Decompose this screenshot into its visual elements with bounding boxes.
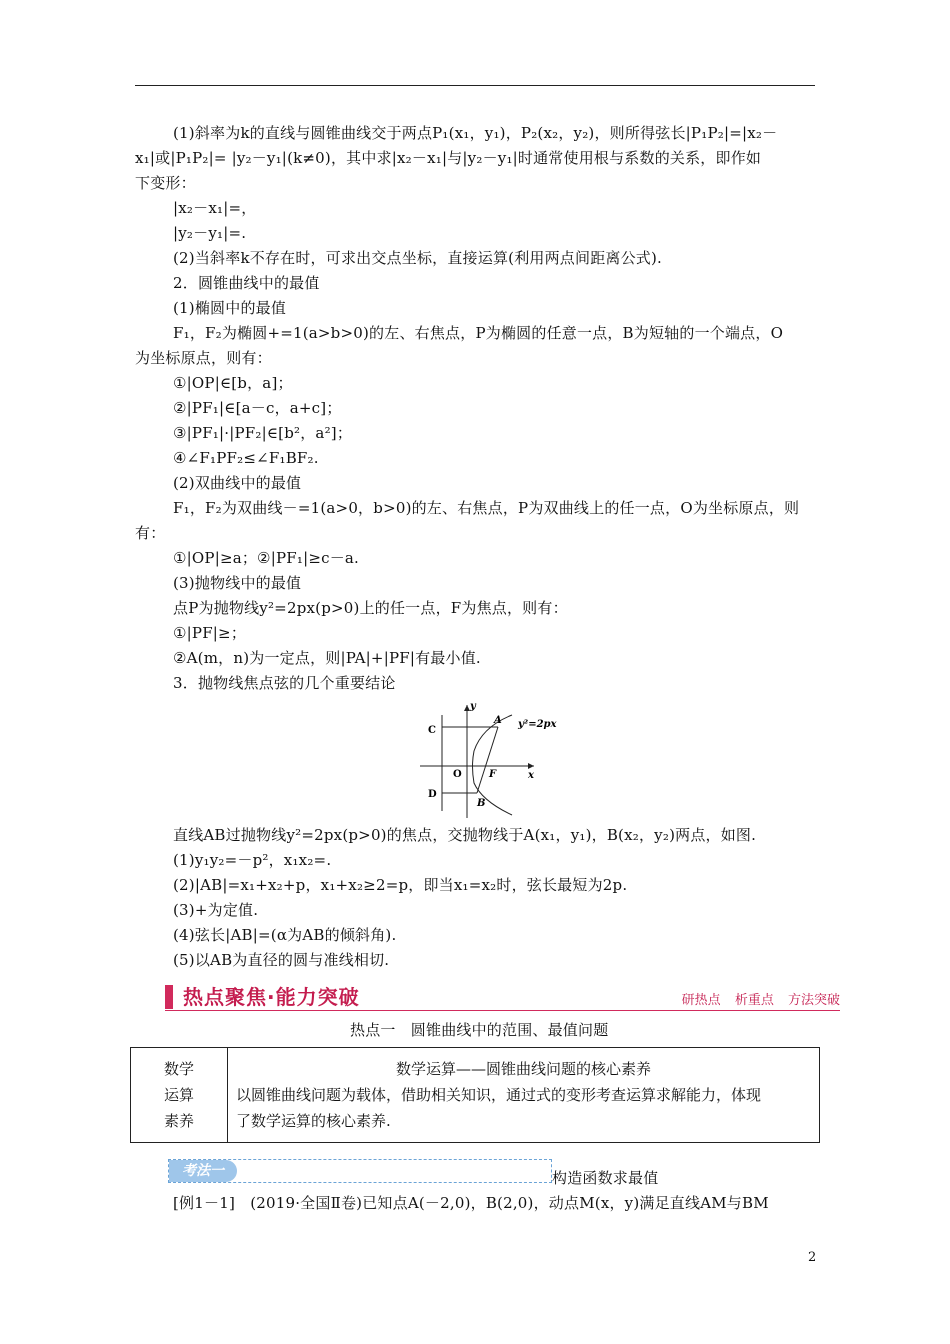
text-line: 点P为抛物线y²=2px(p>0)上的任一点，F为焦点，则有： [173, 599, 568, 617]
text-line: ④∠F₁PF₂≤∠F₁BF₂. [173, 449, 319, 467]
x-axis-label: x [528, 770, 534, 781]
literacy-label-line: 素养 [163, 1112, 194, 1130]
section-banner [165, 985, 840, 1011]
parabola-equation-label: y²=2px [518, 719, 557, 730]
text-line: 2．圆锥曲线中的最值 [173, 274, 320, 292]
text-line: ③|PF₁|·|PF₂|∈[b²，a²]； [173, 424, 353, 442]
text-line: 下变形： [135, 174, 196, 192]
literacy-content-cell [228, 1048, 820, 1143]
text-line: ①|PF|≥； [173, 624, 247, 642]
text-line: (2)双曲线中的最值 [173, 474, 302, 492]
literacy-label-line: 数学 [163, 1060, 194, 1078]
text-line: 为坐标原点，则有： [135, 349, 272, 367]
text-line: (2)|AB|=x₁+x₂+p，x₁+x₂≥2=p，即当x₁=x₂时，弦长最短为2p. [173, 876, 628, 894]
focal-chord-ab [477, 727, 498, 793]
origin-label: O [453, 769, 462, 780]
point-d-label: D [428, 789, 437, 800]
section-tag: 研热点 [681, 993, 721, 1008]
text-line: F₁，F₂为椭圆+=1(a>b>0)的左、右焦点，P为椭圆的任意一点，B为短轴的一个端点，O [173, 324, 784, 342]
text-line: (1)y₁y₂=－p²，x₁x₂=. [173, 851, 332, 869]
text-line: 3．抛物线焦点弦的几个重要结论 [173, 674, 396, 692]
literacy-label-line: 运算 [163, 1086, 194, 1104]
text-line: (2)当斜率k不存在时，可求出交点坐标，直接运算(利用两点间距离公式). [173, 249, 663, 267]
core-literacy-table [130, 1047, 820, 1143]
section-title: 热点聚焦·能力突破 [183, 985, 360, 1009]
section-tags [672, 989, 840, 1008]
text-line: ②|PF₁|∈[a－c，a+c]； [173, 399, 342, 417]
point-b-label: B [477, 798, 486, 809]
point-a-label: A [494, 715, 502, 726]
literacy-heading: 数学运算——圆锥曲线问题的核心素养 [395, 1060, 651, 1078]
text-line: ①|OP|∈[b，a]； [173, 374, 293, 392]
focus-label: F [489, 769, 497, 780]
method-pill: 考法一 [169, 1160, 237, 1182]
text-line: 直线AB过抛物线y²=2px(p>0)的焦点，交抛物线于A(x₁，y₁)，B(x₂，y₂)两点，如图. [173, 826, 757, 844]
text-line: ①|OP|≥a；②|PF₁|≥c－a. [173, 549, 360, 567]
method-banner [168, 1159, 552, 1183]
literacy-body-line: 以圆锥曲线问题为载体，借助相关知识，通过式的变形考查运算求解能力，体现 [236, 1086, 762, 1104]
text-line: (1)斜率为k的直线与圆锥曲线交于两点P₁(x₁，y₁)，P₂(x₂，y₂)，则所得弦长|P₁P₂|=|x₂－ [173, 124, 778, 142]
literacy-body-line: 了数学运算的核心素养. [236, 1112, 391, 1130]
parabola-focal-chord-figure [420, 703, 580, 818]
text-line: x₁|或|P₁P₂|= |y₂－y₁|(k≠0)，其中求|x₂－x₁|与|y₂－y₁|时通常使用根与系数的关系，即作如 [135, 149, 762, 167]
example-line: [例1－1] (2019·全国Ⅱ卷)已知点A(－2,0)，B(2,0)，动点M(x，y)满足直线AM与BM [173, 1194, 769, 1212]
hot-topic-title: 热点一 圆锥曲线中的范围、最值问题 [350, 1021, 609, 1039]
section-tag: 方法突破 [787, 993, 840, 1008]
text-line: ②A(m，n)为一定点，则|PA|+|PF|有最小值. [173, 649, 481, 667]
text-line: (5)以AB为直径的圆与准线相切. [173, 951, 390, 969]
page-number: 2 [808, 1250, 817, 1265]
y-axis-label: y [470, 703, 476, 712]
banner-accent-bar [165, 985, 173, 1009]
banner-underline [165, 1010, 840, 1011]
text-line: (1)椭圆中的最值 [173, 299, 287, 317]
text-line: (3)+为定值. [173, 901, 259, 919]
text-line: |y₂－y₁|=. [173, 224, 247, 242]
point-c-label: C [428, 725, 436, 736]
text-line: |x₂－x₁|=， [173, 199, 257, 217]
section-tag: 析重点 [734, 993, 774, 1008]
header-rule [135, 85, 815, 86]
text-line: 有： [135, 524, 166, 542]
x-axis-arrow [528, 763, 534, 769]
text-line: F₁，F₂为双曲线－=1(a>0，b>0)的左、右焦点，P为双曲线上的任一点，O为坐标原点，则 [173, 499, 800, 517]
text-line: (3)抛物线中的最值 [173, 574, 302, 592]
method-title: 构造函数求最值 [552, 1169, 659, 1187]
literacy-label-cell [131, 1048, 228, 1143]
text-line: (4)弦长|AB|=(α为AB的倾斜角). [173, 926, 397, 944]
